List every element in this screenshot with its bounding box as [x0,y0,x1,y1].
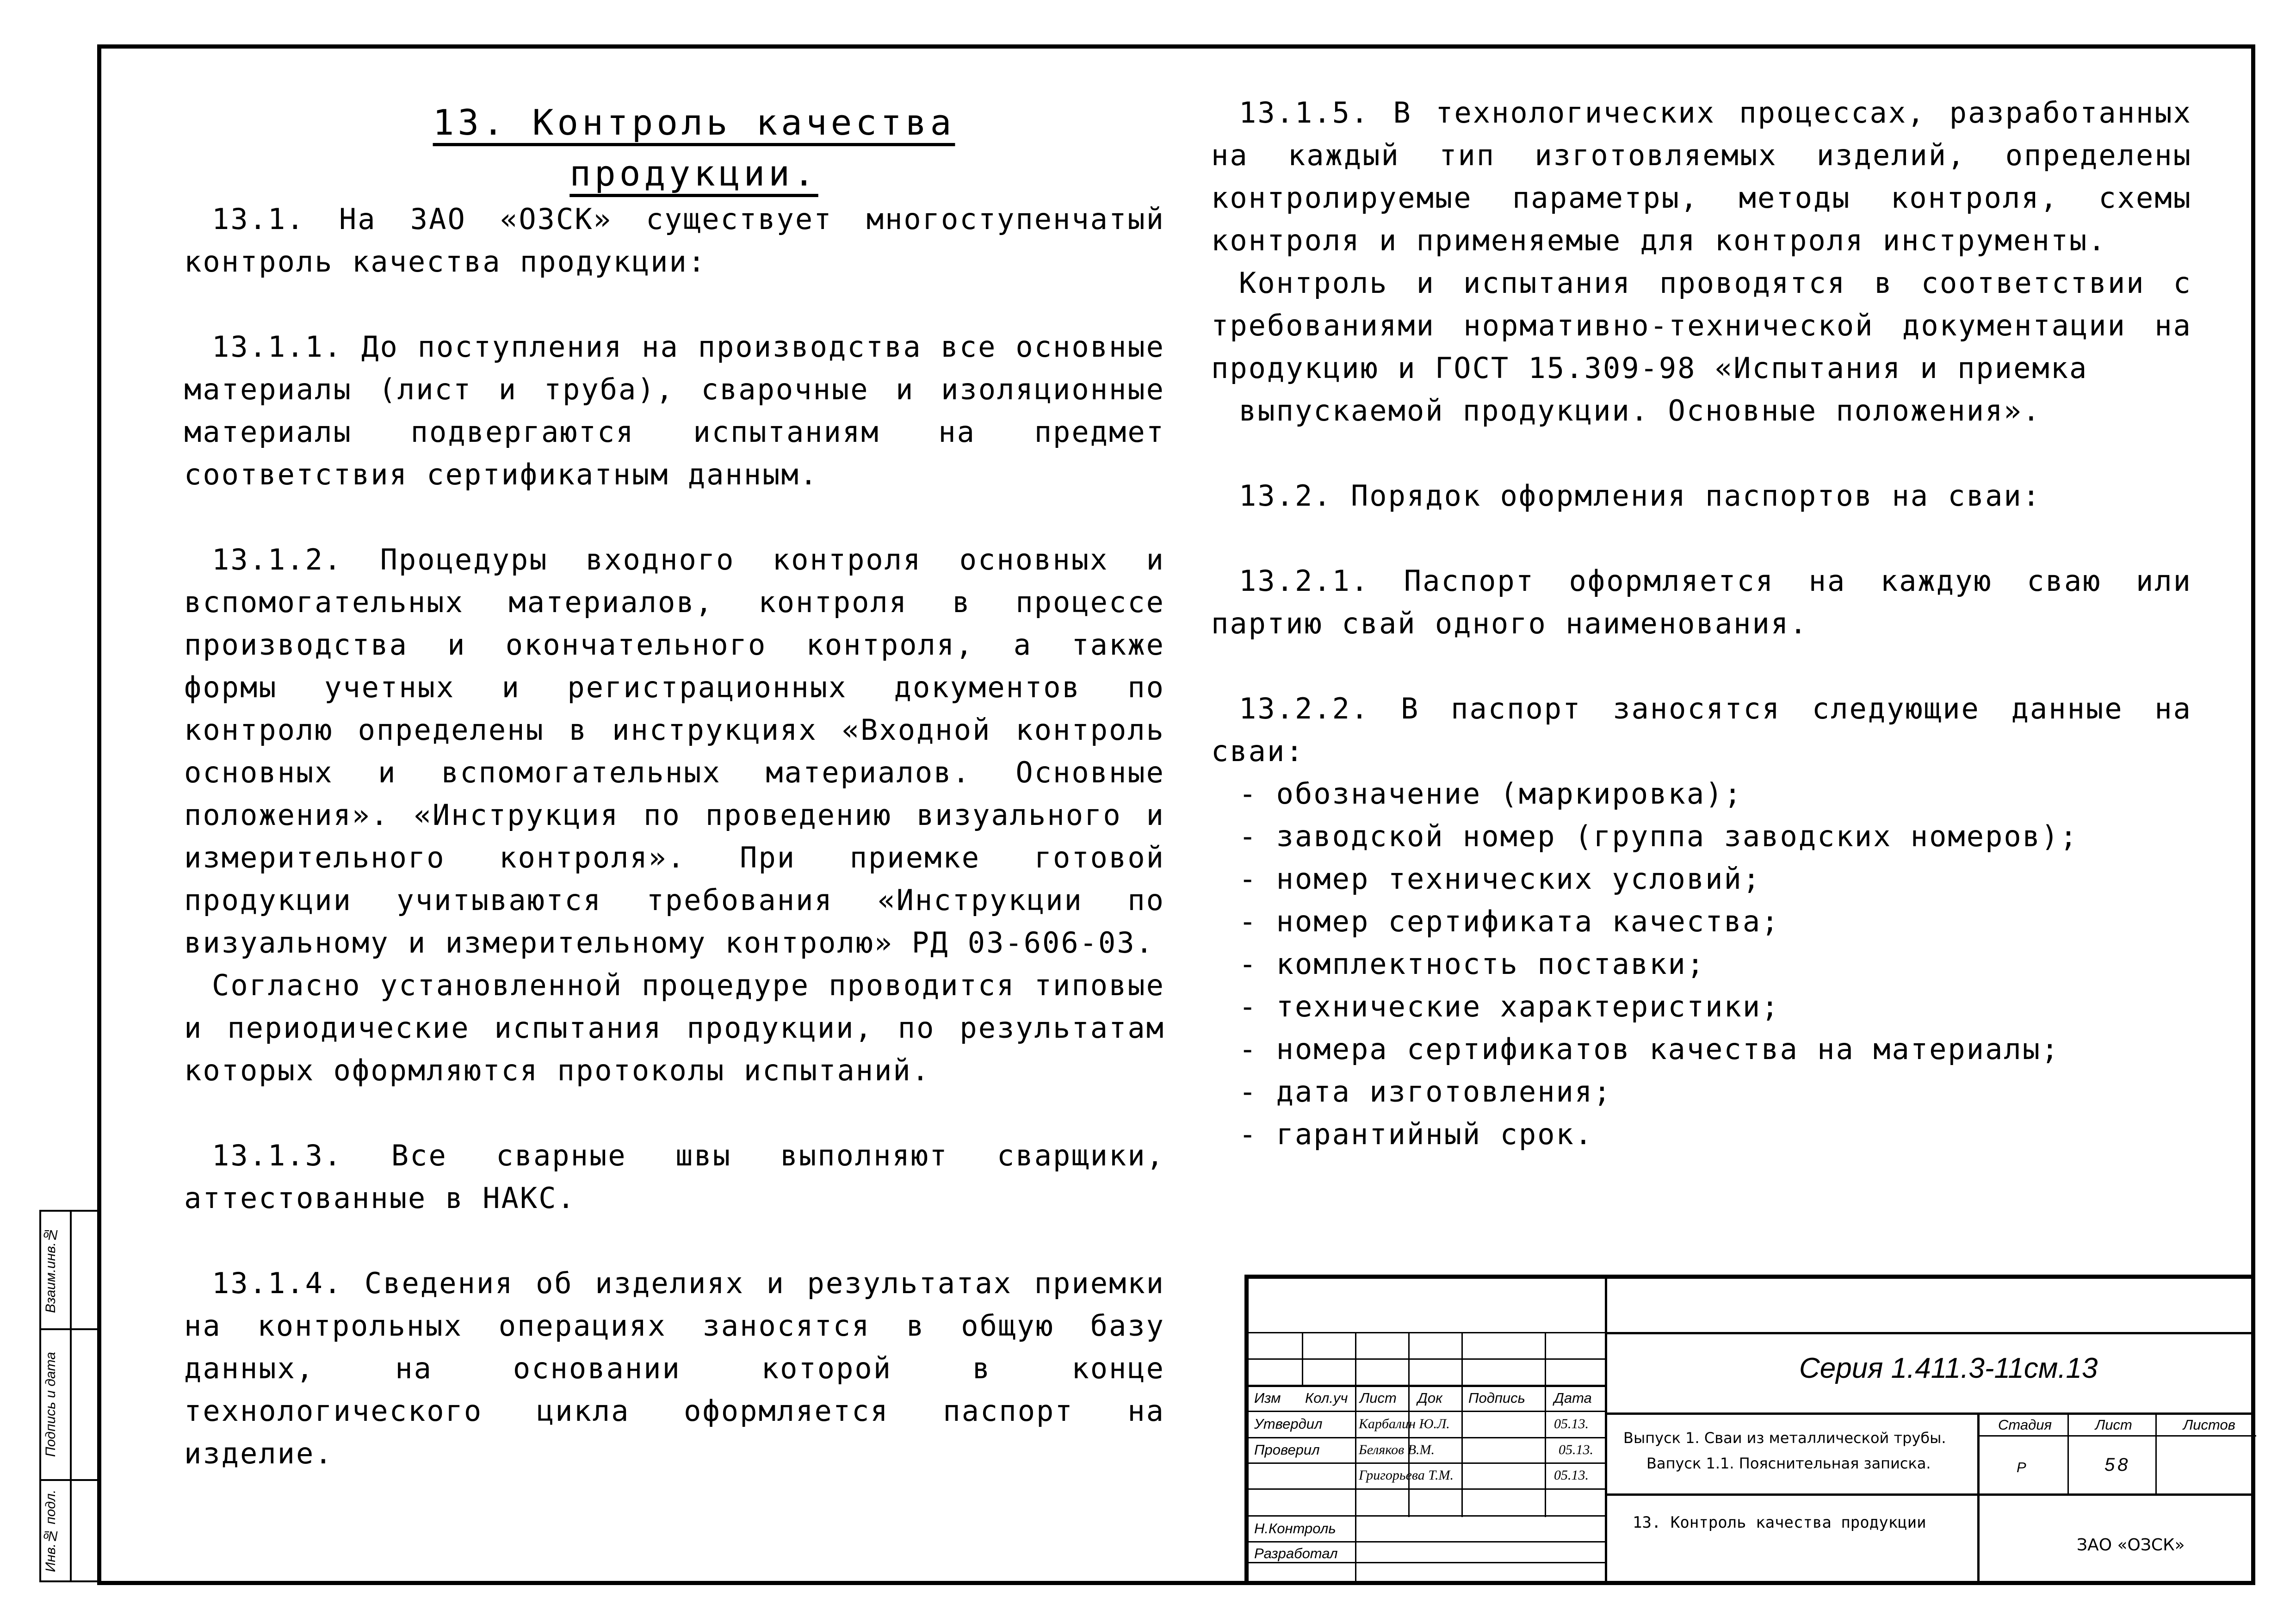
paragraph: 13.1.4. Сведения об изделиях и результатах приемки на контрольных операциях заносятся в общую базу данных, на основании которой в конце технологического цикла оформляется паспорт на изделие. [184,1266,1165,1470]
paragraph: Контроль и испытания проводятся в соответствии с требованиями нормативно-технической документации на продукцию и ГОСТ 15.309-98 «Испытания и приемка [1211,266,2192,385]
paragraph: 13.1.3. Все сварные швы выполняют сварщики, аттестованные в НАКС. [184,1139,1165,1215]
header-data: Дата [1554,1390,1592,1406]
side-cell-vzam [39,1210,100,1330]
issue-line-2: Вапуск 1.1. Пояснительная записка. [1646,1455,1931,1472]
sheet-header: Лист [2095,1417,2132,1433]
paragraph-gap [1211,645,2192,688]
paragraph: - номер технических условий; [1239,862,1762,896]
paragraph: 13.2. Порядок оформления паспортов на сваи: [1239,479,2042,513]
role-ncontrol: Н.Контроль [1254,1520,1336,1536]
paragraph: - технические характеристики; [1239,990,1780,1023]
paragraph: - дата изготовления; [1239,1075,1612,1109]
paragraph: - обозначение (маркировка); [1239,777,1743,811]
paragraph: - номера сертификатов качества на материалы; [1239,1032,2060,1066]
paragraph-gap [184,1092,1165,1134]
company-name: ЗАО «ОЗСК» [2077,1536,2185,1555]
header-podpis: Подпись [1468,1390,1525,1406]
date-third: 05.13. [1554,1468,1589,1483]
role-developed: Разработал [1254,1545,1338,1561]
paragraph-gap [184,1220,1165,1262]
role-approved: Утвердил [1254,1416,1323,1432]
title-block [1244,1275,2255,1585]
stage-header: Стадия [1998,1417,2052,1433]
date-checked: 05.13. [1559,1442,1593,1457]
paragraph: - заводской номер (группа заводских номеров); [1239,819,2079,853]
paragraph: - гарантийный срок. [1239,1117,1594,1151]
header-kol: Кол.уч [1305,1390,1348,1406]
sheet-value: 58 [2104,1455,2131,1475]
header-izm: Изм [1254,1390,1281,1406]
paragraph: 13.1. На ЗАО «ОЗСК» существует многоступенчатый контроль качества продукции: [184,202,1165,279]
sheets-header: Листов [2183,1417,2235,1433]
side-cell-inv [39,1479,100,1582]
paragraph: 13.1.5. В технологических процессах, разработанных на каждый тип изготовляемых изделий, определены контролируемые параметры, методы контроля, схемы контроля и применяемые для контроля инструменты. [1211,96,2192,257]
paragraph-gap [184,283,1165,326]
paragraph: - комплектность поставки; [1239,947,1706,981]
paragraph: 13.1.2. Процедуры входного контроля основных и вспомогательных материалов, контроля в процессе производства и окончательного контроля, а также формы учетных и регистрационных документов по контролю определены в инструкциях «Входной контроль основных и вспомогательных материалов. Основные положения». «Инструкция по проведению визуального и измерительного контроля». При приемке готовой продукции учитываются требования «Инструкции по визуальному и измерительному контролю» РД 03-606-03. [184,543,1165,960]
right-column [1211,92,2192,1156]
name-checked: Беляков В.М. [1359,1442,1435,1457]
paragraph: 13.1.1. До поступления на производства все основные материалы (лист и труба), сварочные и изоляционные материалы подвергаются испытаниям на предмет соответствия сертификатным данным. [184,330,1165,491]
issue-line-1: Выпуск 1. Сваи из металлической трубы. [1623,1429,1946,1447]
side-stamp-strip [39,1210,100,1582]
name-third: Григорьева Т.М. [1359,1468,1454,1483]
side-label-vzam: Взаим.инв.№ [43,1227,58,1313]
date-approved: 05.13. [1554,1416,1589,1431]
side-label-podpis: Подпись и дата [43,1352,58,1457]
series-label: Серия 1.411.3-11см.13 [1799,1352,2098,1384]
side-label-inv: Инв.№ подл. [43,1489,58,1572]
section-label: 13. Контроль качества продукции [1633,1513,1926,1532]
role-checked: Проверил [1254,1442,1320,1458]
paragraph: 13.2.1. Паспорт оформляется на каждую сваю или партию свай одного наименования. [1211,564,2192,640]
paragraph-gap [1211,517,2192,560]
page-title: 13. Контроль качества продукции. [433,102,955,194]
name-approved: Карбалин Ю.Л. [1359,1416,1450,1431]
stage-value: Р [2017,1459,2026,1475]
paragraph-gap [184,496,1165,539]
paragraph-gap [1211,432,2192,475]
header-list: Лист [1360,1390,1397,1406]
paragraph: 13.2.2. В паспорт заносятся следующие данные на сваи: [1211,692,2192,768]
paragraph: выпускаемой продукции. Основные положения». [1239,394,2042,427]
paragraph: - номер сертификата качества; [1239,904,1780,938]
left-column [184,198,1165,1475]
side-cell-podpis [39,1328,100,1481]
paragraph: Согласно установленной процедуре проводится типовые и периодические испытания продукции, по результатам которых оформляются протоколы испытаний. [184,968,1165,1087]
header-dok: Док [1417,1390,1442,1406]
